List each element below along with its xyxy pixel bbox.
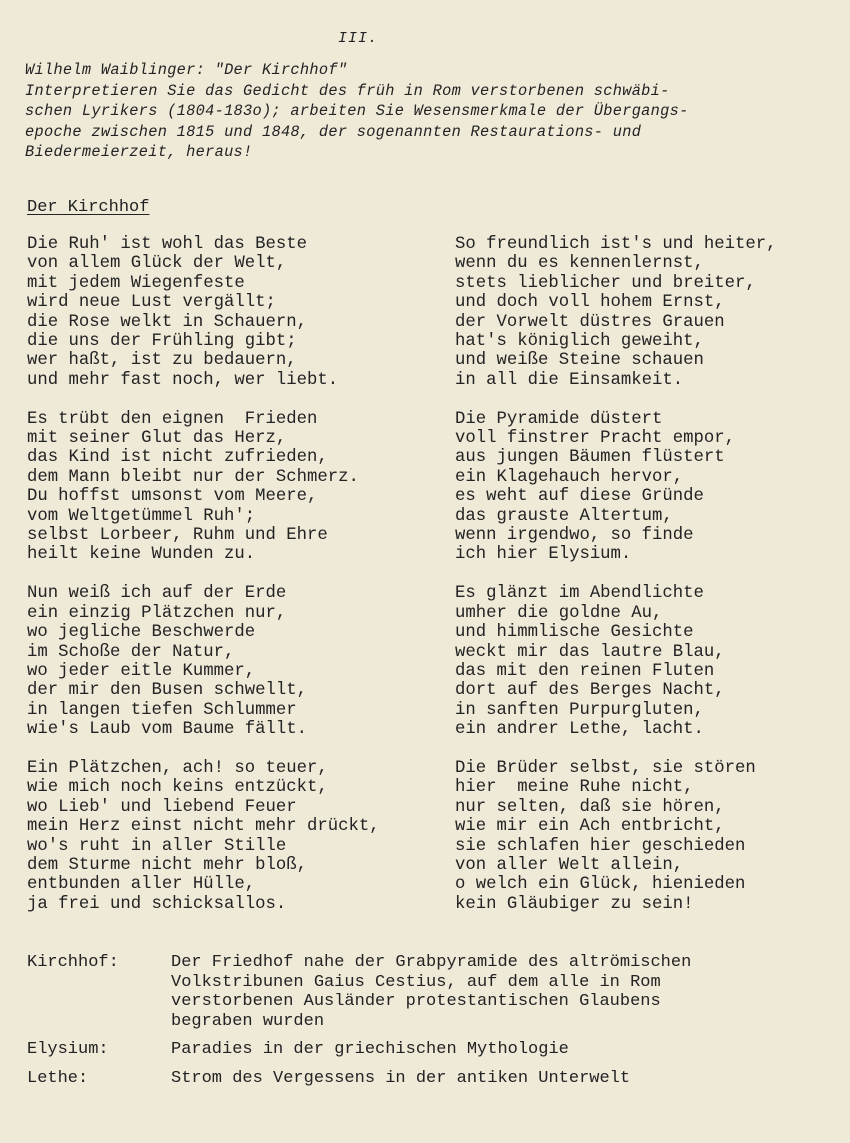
poem-line: dem Sturme nicht mehr bloß,	[27, 855, 308, 875]
stanza	[27, 235, 380, 390]
poem-line: Die Ruh' ist wohl das Beste	[27, 235, 308, 254]
poem-line: die uns der Frühling gibt;	[27, 332, 297, 352]
poem-line: ja frei und schicksallos.	[27, 894, 287, 914]
glossary-definition-line: begraben wurden	[171, 1011, 325, 1031]
task-line: epoche zwischen 1815 und 1848, der sogenannten Restaurations- und	[25, 122, 642, 141]
poem-line: weckt mir das lautre Blau,	[455, 642, 725, 662]
poem-line: wo jeder eitle Kummer,	[27, 661, 256, 681]
poem-line: selbst Lorbeer, Ruhm und Ehre	[27, 526, 328, 546]
poem-line: dem Mann bleibt nur der Schmerz.	[27, 467, 359, 487]
glossary-entry	[27, 1069, 827, 1089]
poem-line: mit jedem Wiegenfeste	[27, 273, 245, 293]
poem-line: und doch voll hohem Ernst,	[455, 293, 725, 313]
task-line: schen Lyrikers (1804-183o); arbeiten Sie Wesensmerkmale der Übergangs-	[25, 102, 689, 120]
poem-line: Ein Plätzchen, ach! so teuer,	[27, 758, 328, 778]
poem-line: es weht auf diese Gründe	[455, 487, 704, 507]
poem-line: und mehr fast noch, wer liebt.	[27, 370, 339, 390]
poem-line: ein einzig Plätzchen nur,	[27, 603, 287, 623]
glossary-entry	[27, 953, 827, 1031]
task-line: Interpretieren Sie das Gedicht des früh in Rom verstorbenen schwäbi-	[25, 81, 670, 100]
poem-line: So freundlich ist's und heiter,	[455, 235, 777, 254]
poem-line: die Rose welkt in Schauern,	[27, 312, 308, 332]
poem-line: Die Brüder selbst, sie stören	[455, 758, 756, 778]
poem-line: mit seiner Glut das Herz,	[27, 429, 287, 449]
poem-line: das mit den reinen Fluten	[455, 661, 715, 681]
poem-line: ein Klagehauch hervor,	[455, 467, 684, 487]
poem-line: Die Pyramide düstert	[455, 409, 663, 429]
glossary-definition	[171, 1040, 827, 1060]
poem-line: Es trübt den eignen Frieden	[27, 409, 318, 429]
poem-column-right	[455, 235, 776, 934]
stanza	[27, 584, 380, 739]
stanza	[27, 759, 380, 914]
glossary-definition-line: Paradies in der griechischen Mythologie	[171, 1040, 569, 1060]
task-line: Wilhelm Waiblinger: "Der Kirchhof"	[25, 61, 348, 79]
glossary	[27, 953, 827, 1098]
poem-line: heilt keine Wunden zu.	[27, 545, 256, 565]
poem-line: wer haßt, ist zu bedauern,	[27, 351, 297, 371]
stanza	[455, 759, 776, 914]
poem-line: wo jegliche Beschwerde	[27, 623, 256, 643]
poem-line: aus jungen Bäumen flüstert	[455, 448, 725, 468]
poem-line: Du hoffst umsonst vom Meere,	[27, 487, 318, 507]
poem-line: das Kind ist nicht zufrieden,	[27, 448, 328, 468]
poem-line: mein Herz einst nicht mehr drückt,	[27, 817, 380, 837]
poem-line: und weiße Steine schauen	[455, 351, 704, 371]
glossary-term: Lethe:	[27, 1068, 89, 1088]
poem-line: vom Weltgetümmel Ruh';	[27, 506, 256, 526]
poem-line: ich hier Elysium.	[455, 545, 632, 565]
poem-line: das grauste Altertum,	[455, 506, 673, 526]
poem-line: wie mich noch keins entzückt,	[27, 778, 328, 798]
poem-line: der Vorwelt düstres Grauen	[455, 312, 725, 332]
poem-line: von aller Welt allein,	[455, 855, 684, 875]
glossary-definition	[171, 1069, 827, 1089]
poem-line: wie mir ein Ach entbricht,	[455, 817, 725, 837]
glossary-definition-line: verstorbenen Ausländer protestantischen Glaubens	[171, 992, 661, 1012]
poem-line: voll finstrer Pracht empor,	[455, 429, 736, 449]
task-description	[25, 60, 840, 163]
poem-line: stets lieblicher und breiter,	[455, 273, 756, 293]
page-number: III.	[338, 30, 379, 47]
poem-line: und himmlische Gesichte	[455, 623, 694, 643]
poem-line: umher die goldne Au,	[455, 603, 663, 623]
poem-column-left	[27, 235, 380, 934]
poem-line: im Schoße der Natur,	[27, 642, 235, 662]
glossary-term: Kirchhof:	[27, 953, 119, 972]
poem-line: wo's ruht in aller Stille	[27, 836, 287, 856]
glossary-definition-line: Volkstribunen Gaius Cestius, auf dem alle in Rom	[171, 972, 661, 992]
poem-line: hat's königlich geweiht,	[455, 332, 704, 352]
task-line: Biedermeierzeit, heraus!	[25, 143, 253, 161]
stanza	[455, 584, 776, 739]
poem-line: in langen tiefen Schlummer	[27, 700, 297, 720]
poem-line: wenn du es kennenlernst,	[455, 254, 704, 274]
poem-title: Der Kirchhof	[27, 198, 150, 217]
poem-line: nur selten, daß sie hören,	[455, 797, 725, 817]
stanza	[27, 410, 380, 565]
poem-line: ein andrer Lethe, lacht.	[455, 720, 704, 740]
poem-line: Es glänzt im Abendlichte	[455, 584, 704, 604]
glossary-definition	[171, 953, 827, 1031]
stanza	[455, 410, 776, 565]
poem-line: in all die Einsamkeit.	[455, 370, 684, 390]
glossary-definition-line: Strom des Vergessens in der antiken Unterwelt	[171, 1068, 631, 1088]
poem-line: wird neue Lust vergällt;	[27, 293, 276, 313]
poem-line: wo Lieb' und liebend Feuer	[27, 797, 297, 817]
poem-line: in sanften Purpurgluten,	[455, 700, 704, 720]
glossary-term: Elysium:	[27, 1040, 109, 1060]
poem-line: wie's Laub vom Baume fällt.	[27, 720, 308, 740]
poem-line: wenn irgendwo, so finde	[455, 526, 694, 546]
poem-line: hier meine Ruhe nicht,	[455, 778, 694, 798]
stanza	[455, 235, 776, 390]
poem-line: entbunden aller Hülle,	[27, 875, 256, 895]
glossary-definition-line: Der Friedhof nahe der Grabpyramide des altrömischen	[171, 953, 692, 972]
poem-line: kein Gläubiger zu sein!	[455, 894, 694, 914]
poem-line: o welch ein Glück, hienieden	[455, 875, 746, 895]
poem-line: der mir den Busen schwellt,	[27, 681, 308, 701]
glossary-entry	[27, 1040, 827, 1060]
poem-line: dort auf des Berges Nacht,	[455, 681, 725, 701]
poem-line: Nun weiß ich auf der Erde	[27, 584, 287, 604]
poem-line: sie schlafen hier geschieden	[455, 836, 746, 856]
poem-line: von allem Glück der Welt,	[27, 254, 287, 274]
